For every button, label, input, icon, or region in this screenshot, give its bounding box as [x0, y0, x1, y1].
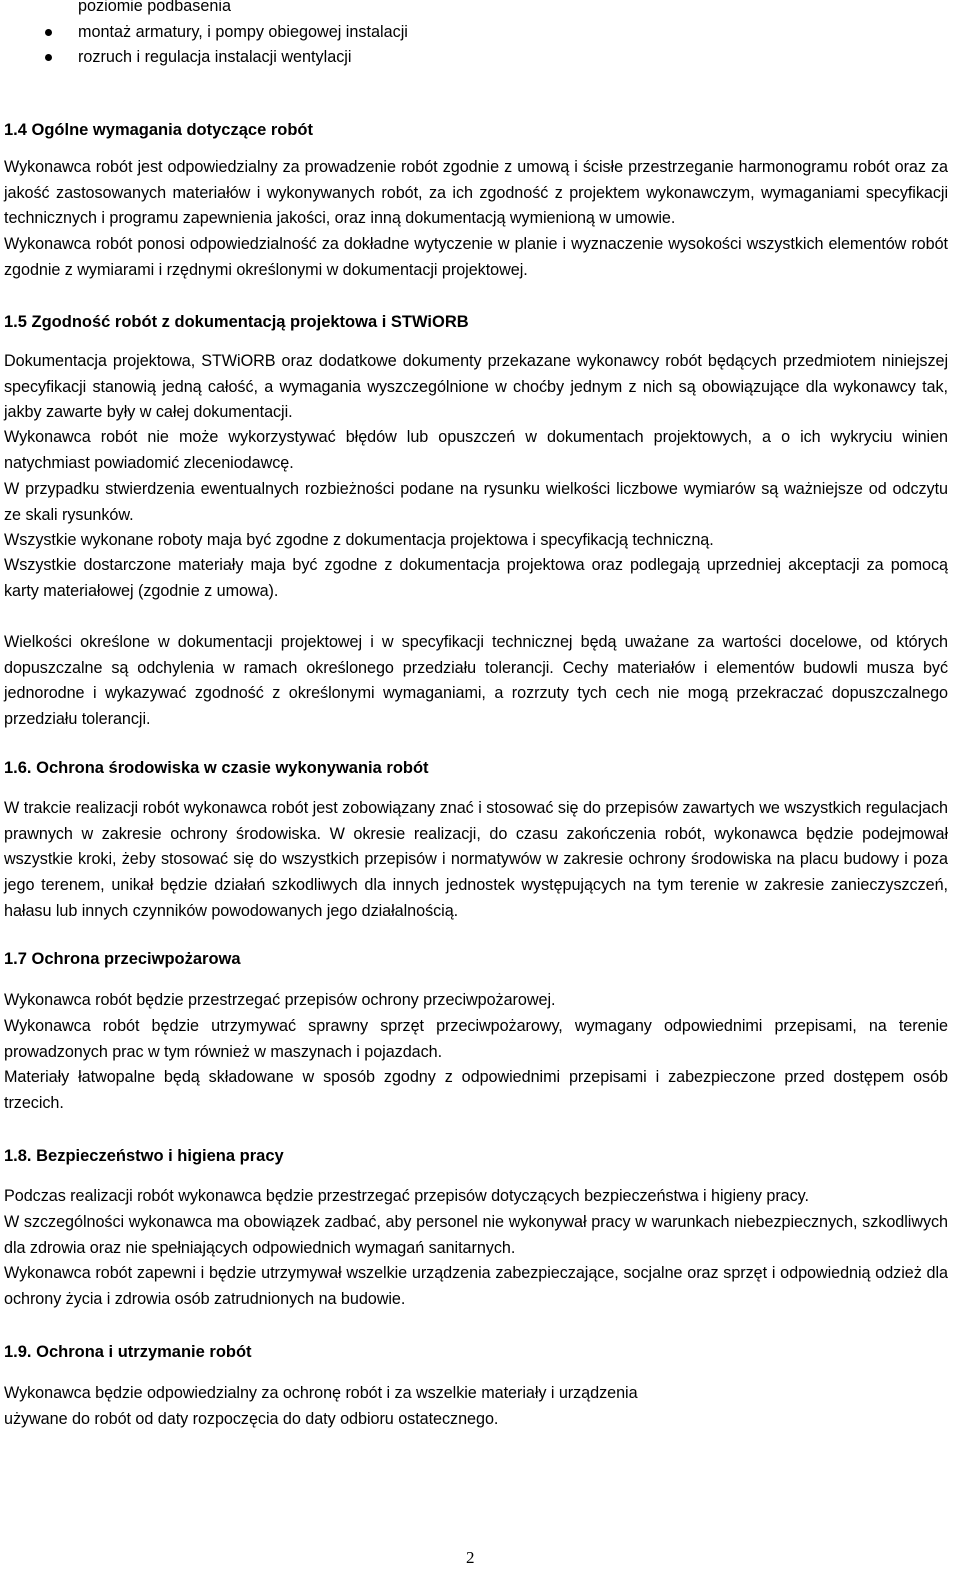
section-heading-1-7: 1.7 Ochrona przeciwpożarowa: [4, 950, 241, 968]
list-item: [0, 20, 900, 46]
paragraph: Dokumentacja projektowa, STWiORB oraz dodatkowe dokumenty przekazane wykonawcy robót będących przedmiotem niniejszej specyfikacji stanowią jedną całość, a wymagania wyszczególnione w choćby jednym z nich są obowiązujące dla wykonawcy tak, jakby zawarte były w całej dokumentacji.: [4, 352, 948, 422]
section-heading-1-6: 1.6. Ochrona środowiska w czasie wykonywania robót: [4, 759, 429, 777]
paragraph: Wszystkie dostarczone materiały maja być zgodne z dokumentacja projektowa oraz podlegają uprzedniej akceptacji za pomocą karty materiałowej (zgodnie z umowa).: [4, 556, 948, 600]
list-item: [0, 45, 900, 71]
paragraph: Wykonawca robót ponosi odpowiedzialność za dokładne wytyczenie w planie i wyznaczenie wysokości wszystkich elementów robót zgodnie z wymiarami i rzędnymi określonymi w dokumentacji projektowej.: [4, 235, 948, 279]
section-heading-1-4: 1.4 Ogólne wymagania dotyczące robót: [4, 121, 313, 139]
page-number: 2: [466, 1548, 475, 1567]
section-heading-1-9: 1.9. Ochrona i utrzymanie robót: [4, 1343, 252, 1361]
paragraph: W przypadku stwierdzenia ewentualnych rozbieżności podane na rysunku wielkości liczbowe wymiarów są ważniejsze od odczytu ze skali rysunków.: [4, 480, 948, 524]
paragraph-line: używane do robót od daty rozpoczęcia do daty odbioru ostatecznego.: [4, 1410, 499, 1428]
paragraph: Podczas realizacji robót wykonawca będzie przestrzegać przepisów dotyczących bezpieczeństwa i higieny pracy.: [4, 1187, 809, 1205]
paragraph: Wielkości określone w dokumentacji projektowej i w specyfikacji technicznej będą uważane za wartości docelowe, od których dopuszczalne są odchylenia w ramach określonego przedziału tolerancji. Cechy materiałów i elementów budowli musza być jednorodne i wykazywać zgodność z określonymi wymaganiami, a rozrzuty tych cech nie mogą przekraczać dopuszczalnego przedziału tolerancji.: [4, 633, 948, 729]
bullet-dot-icon: [45, 54, 52, 61]
list-item-text: montaż armatury, i pompy obiegowej instalacji: [78, 22, 408, 41]
section-heading-1-5: 1.5 Zgodność robót z dokumentacją projektowa i STWiORB: [4, 313, 469, 331]
paragraph: Wykonawca robót zapewni i będzie utrzymywał wszelkie urządzenia zabezpieczające, socjalne oraz sprzęt i odpowiednią odzież dla ochrony życia i zdrowia osób zatrudnionych na budowie.: [4, 1264, 948, 1308]
list-item-text: poziomie podbasenia: [78, 0, 231, 15]
section-heading-1-8: 1.8. Bezpieczeństwo i higiena pracy: [4, 1147, 284, 1165]
paragraph: W szczególności wykonawca ma obowiązek zadbać, aby personel nie wykonywał pracy w warunkach niebezpiecznych, szkodliwych dla zdrowia oraz nie spełniających odpowiednich wymagań sanitarnych.: [4, 1213, 948, 1257]
paragraph: Wykonawca robót będzie przestrzegać przepisów ochrony przeciwpożarowej.: [4, 991, 556, 1009]
paragraph: Wszystkie wykonane roboty maja być zgodne z dokumentacja projektowa i specyfikacją techniczną.: [4, 531, 714, 549]
paragraph: Materiały łatwopalne będą składowane w sposób zgodny z odpowiednimi przepisami i zabezpieczone przed dostępem osób trzecich.: [4, 1068, 948, 1112]
list-item: [0, 0, 900, 20]
bullet-list: [0, 0, 900, 71]
paragraph: Wykonawca robót jest odpowiedzialny za prowadzenie robót zgodnie z umową i ścisłe przestrzeganie harmonogramu robót oraz za jakość zastosowanych materiałów i wykonywanych robót, za ich zgodność z projektem wykonawczym, wymaganiami specyfikacji technicznych i programu zapewnienia jakości, oraz inną dokumentacją wymienioną w umowie.: [4, 158, 948, 228]
bullet-dot-icon: [45, 29, 52, 36]
paragraph-line: Wykonawca będzie odpowiedzialny za ochronę robót i za wszelkie materiały i urządzenia: [4, 1384, 638, 1402]
paragraph: Wykonawca robót nie może wykorzystywać błędów lub opuszczeń w dokumentach projektowych, a o ich wykryciu winien natychmiast powiadomić zleceniodawcę.: [4, 428, 948, 472]
paragraph: W trakcie realizacji robót wykonawca robót jest zobowiązany znać i stosować się do przepisów zawartych we wszystkich regulacjach prawnych w zakresie ochrony środowiska. W okresie realizacji, do czasu zakończenia robót, wykonawca będzie podejmował wszystkie kroki, żeby stosować się do wszystkich przepisów i normatywów w zakresie ochrony środowiska na placu budowy i poza jego terenem, unikał będzie działań szkodliwych dla innych jednostek występujących na tym terenie w zakresie zanieczyszczeń, hałasu lub innych czynników powodowanych jego działalnością.: [4, 799, 948, 920]
paragraph: Wykonawca robót będzie utrzymywać sprawny sprzęt przeciwpożarowy, wymagany odpowiednimi przepisami, na terenie prowadzonych prac w tym również w maszynach i pojazdach.: [4, 1017, 948, 1061]
list-item-text: rozruch i regulacja instalacji wentylacji: [78, 48, 352, 67]
